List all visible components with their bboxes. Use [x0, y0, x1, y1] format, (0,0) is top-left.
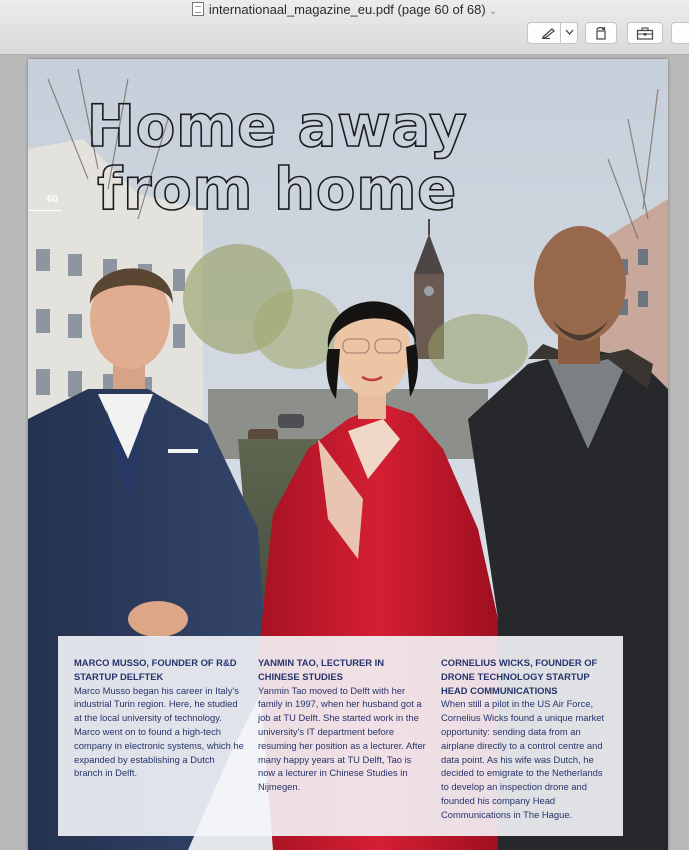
pdf-document-icon [192, 2, 204, 16]
window-title-bar[interactable] [0, 0, 689, 20]
caption-box [58, 636, 623, 836]
pen-icon [541, 27, 557, 39]
caption-title: YANMIN TAO, LECTURER IN CHINESE STUDIES [258, 657, 385, 682]
pdf-page [28, 59, 668, 850]
caption-body: Yanmin Tao moved to Delft with her family in 1997, when her husband got a job at TU Delft. She started work in the university's IT department before resuming her position as a lecturer. After many happy years at TU Delft, Tao is now a lecturer in Chinese Studies in Nijmegen. [258, 684, 426, 793]
caption-title: CORNELIUS WICKS, FOUNDER OF DRONE TECHNOLOGY STARTUP HEAD COMMUNICATIONS [441, 657, 598, 696]
headline-line-1: Home away [86, 92, 468, 160]
chevron-down-icon[interactable] [565, 26, 574, 38]
window-title: internationaal_magazine_eu.pdf (page 60 of 68) [208, 2, 486, 17]
rotate-button[interactable] [585, 22, 617, 44]
rotate-icon [593, 26, 609, 40]
caption-column-3 [441, 656, 609, 822]
search-button[interactable] [671, 22, 689, 44]
markup-button[interactable] [527, 22, 578, 44]
headline-line-2: from home [97, 155, 457, 223]
caption-body: Marco Musso began his career in Italy's industrial Turin region. Here, he studied at the local university of technology. Marco went on to found a high-tech company in electronic systems, which he expanded by establishing a Dutch branch in Delft. [74, 684, 244, 779]
window-toolbar [0, 0, 689, 55]
page-number-rule [28, 210, 62, 211]
caption-body: When still a pilot in the US Air Force, Cornelius Wicks found a unique market opportunity: sending data from an airplane directly to a control centre and data point. As his wife was Dutch, he decided to emigrate to the Netherlands to develop an inspection drone and founded his company Head Communications in The Hague. [441, 698, 605, 820]
page-number: 60 [47, 194, 59, 205]
toolbox-icon [636, 27, 654, 40]
caption-column-1 [74, 656, 244, 780]
page-headline [28, 92, 527, 223]
document-view[interactable] [0, 55, 689, 850]
chevron-down-icon[interactable]: ⌄ [488, 6, 498, 17]
toolbox-button[interactable] [627, 22, 663, 44]
caption-column-2 [258, 656, 426, 794]
caption-title: MARCO MUSSO, FOUNDER OF R&D STARTUP DELFTEK [74, 657, 237, 682]
